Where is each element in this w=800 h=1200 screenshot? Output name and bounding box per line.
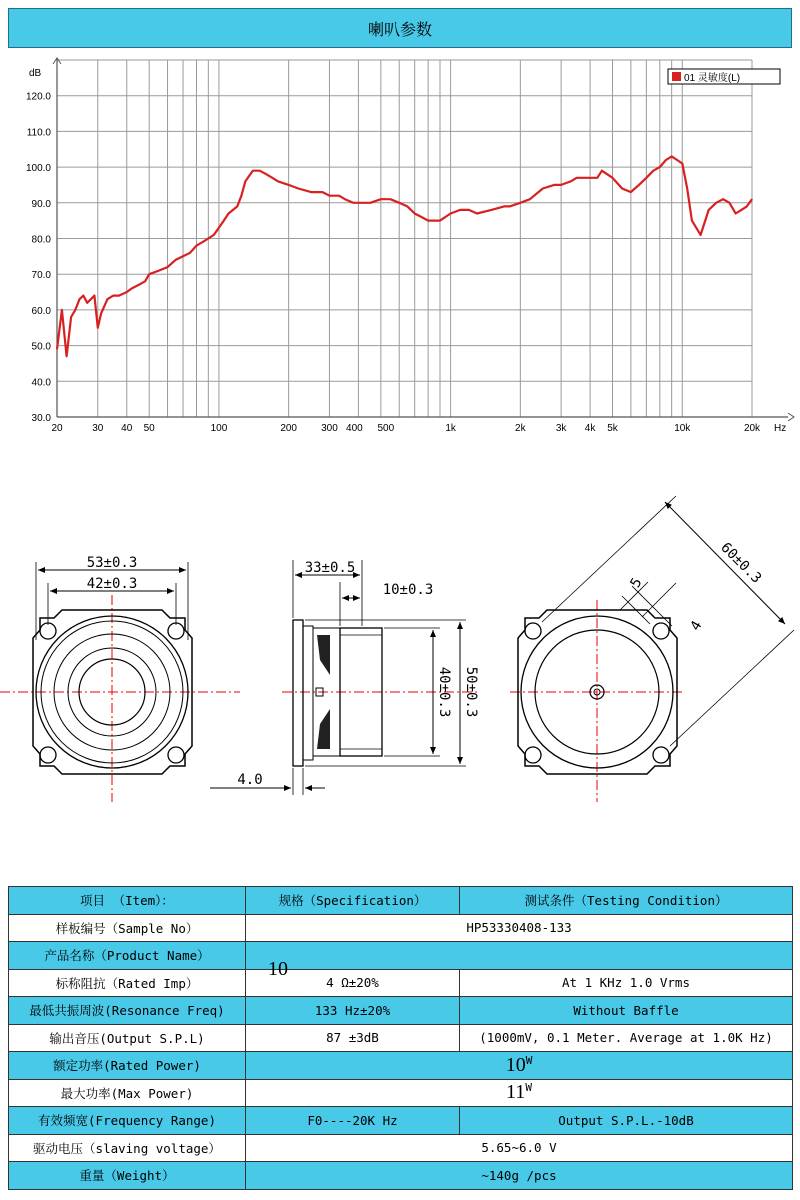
data-point [218,227,219,228]
data-point [691,220,692,221]
data-point [75,309,76,310]
table-header [9,887,793,915]
header-condition: 测试条件（Testing Condition） [460,887,793,915]
data-point [589,177,590,178]
data-point [277,181,278,182]
data-point [223,220,224,221]
front-view [0,555,240,802]
data-point [241,195,242,196]
data-point [646,177,647,178]
data-point [601,170,602,171]
data-point [708,209,709,210]
data-point [87,302,88,303]
data-point [390,199,391,200]
data-point [288,184,289,185]
y-tick-label: 40.0 [31,377,51,389]
row-label: 有效频宽(Frequency Range) [9,1107,246,1135]
dim-flange: 4.0 [237,772,263,788]
data-point [189,252,190,253]
data-point [735,213,736,214]
data-point [476,213,477,214]
x-tick-label: 10k [674,423,691,434]
data-point [70,316,71,317]
x-tick-label: 300 [321,423,338,434]
data-point [520,202,521,203]
x-tick-label: 1k [445,423,456,434]
data-point [542,188,543,189]
row-label: 最大功率(Max Power) [9,1079,246,1107]
data-point [167,266,168,267]
rear-view [510,496,794,802]
data-point [252,170,253,171]
x-tick-label: 20k [743,423,761,434]
row-condition: (1000mV, 0.1 Meter. Average at 1.0K Hz) [460,1024,793,1052]
x-tick-label: 500 [377,423,395,434]
data-point [329,195,330,196]
y-axis-label: dB [29,68,42,79]
data-point [79,299,80,300]
data-point [208,238,209,239]
data-point [107,299,108,300]
data-point [175,259,176,260]
data-point [322,191,323,192]
data-point [576,177,577,178]
data-point [66,356,67,357]
data-point [237,206,238,207]
row-spec: 5.65~6.0 V [246,1134,793,1162]
data-point [468,209,469,210]
data-point [311,191,312,192]
table-row [9,914,793,942]
x-tick-label: 4k [584,423,596,434]
data-point [638,184,639,185]
data-point [131,288,132,289]
table-row [9,1079,793,1107]
x-tick-label: 200 [280,423,298,434]
x-tick-label: 3k [555,423,567,434]
data-point [570,181,571,182]
data-point [682,163,683,164]
data-point [746,206,747,207]
data-point [338,195,339,196]
y-tick-label: 50.0 [31,341,51,353]
legend-label: 01 灵敏度(L) [684,73,741,84]
row-spec: 10W [246,1052,793,1080]
x-tick-label: 2k [515,423,526,434]
data-point [529,199,530,200]
data-point [97,327,98,328]
x-tick-label: 30 [92,423,104,434]
data-point [126,291,127,292]
row-label: 重量（Weight） [9,1162,246,1190]
data-point [353,202,354,203]
row-spec [246,942,793,970]
row-label: 驱动电压（slaving voltage） [9,1134,246,1162]
x-axis-label: Hz [774,423,787,434]
side-view [210,560,480,795]
dim-magnet: 10±0.3 [382,582,434,598]
data-point [158,270,159,271]
y-tick-label: 110.0 [26,127,51,139]
data-point [677,159,678,160]
row-label: 额定功率(Rated Power) [9,1052,246,1080]
x-tick-label: 5k [607,423,618,434]
data-point [491,209,492,210]
row-spec: ~140g /pcs [246,1162,793,1190]
row-condition: Without Baffle [460,997,793,1025]
dim-magnet-diameter: 40±0.3 [436,666,452,718]
data-point [399,202,400,203]
data-point [503,206,504,207]
dim-depth: 33±0.5 [304,560,356,576]
stray-text: 10 [268,957,288,980]
data-point [597,177,598,178]
data-point [700,234,701,235]
data-point [434,220,435,221]
data-point [741,209,742,210]
table-row [9,942,793,970]
data-point [182,256,183,257]
data-point [113,295,114,296]
header-spec: 规格（Specification） [246,887,460,915]
y-tick-label: 60.0 [31,305,51,317]
y-tick-label: 80.0 [31,234,51,246]
dimension-drawing [0,490,800,820]
dim-diagonal: 60±0.3 [717,539,765,587]
data-point [729,202,730,203]
dim-hole-a: 5 [627,575,646,591]
data-point [232,209,233,210]
data-point [213,234,214,235]
y-tick-label: 120.0 [25,91,51,103]
row-label: 产品名称（Product Name） [9,942,246,970]
data-point [370,202,371,203]
data-point [344,199,345,200]
row-label: 最低共振周波(Resonance Freq) [9,997,246,1025]
page-title: 喇叭参数 [8,8,792,48]
row-spec: HP53330408-133 [246,914,793,942]
data-point [272,177,273,178]
data-point [622,188,623,189]
table-row [9,1134,793,1162]
y-tick-label: 100.0 [25,163,51,175]
row-spec: 87 ±3dB [246,1024,460,1052]
data-point [612,177,613,178]
table-row [9,1052,793,1080]
data-point [687,188,688,189]
data-point [118,295,119,296]
y-tick-label: 90.0 [31,198,51,210]
x-tick-label: 50 [143,423,155,434]
dim-frame-diameter: 50±0.3 [463,666,479,718]
dim-hole-pitch: 42±0.3 [86,576,138,592]
row-label: 样板编号（Sample No） [9,914,246,942]
data-point [630,191,631,192]
data-point [414,213,415,214]
row-label: 标称阻抗（Rated Imp） [9,969,246,997]
data-point [100,313,101,314]
x-axis-arrow [788,413,794,421]
spec-table [8,886,793,1190]
data-point [561,184,562,185]
data-point [56,349,57,350]
data-point [298,188,299,189]
data-point [407,206,408,207]
x-tick-label: 20 [51,423,63,434]
data-point [722,199,723,200]
data-point [428,220,429,221]
series-line [57,156,752,356]
table-row [9,1107,793,1135]
data-point [653,170,654,171]
data-point [358,202,359,203]
row-label: 输出音压(Output S.P.L) [9,1024,246,1052]
data-point [380,199,381,200]
header-item: 项目 （Item）： [9,887,246,915]
table-row [9,1024,793,1052]
dim-hole-b: 4 [687,618,706,634]
row-spec: 11W [246,1079,793,1107]
x-tick-label: 100 [210,423,228,434]
data-point [149,274,150,275]
data-point [554,184,555,185]
data-point [751,199,752,200]
row-spec: 133 Hz±20% [246,997,460,1025]
data-point [144,281,145,282]
data-point [202,241,203,242]
data-point [584,177,585,178]
x-tick-label: 400 [346,423,363,434]
table-row [9,1162,793,1190]
y-tick-label: 70.0 [31,270,51,282]
data-point [659,167,660,168]
data-point [196,245,197,246]
data-point [439,220,440,221]
data-point [90,299,91,300]
data-point [365,202,366,203]
data-point [245,181,246,182]
dim-outer-width: 53±0.3 [86,555,138,571]
table-row [9,969,793,997]
data-point [509,206,510,207]
y-tick-label: 30.0 [31,413,51,424]
data-point [83,295,84,296]
data-point [138,284,139,285]
table-row [9,997,793,1025]
x-tick-label: 40 [121,423,133,434]
data-point [94,295,95,296]
data-point [421,216,422,217]
frequency-response-chart [0,55,800,440]
row-condition: Output S.P.L.-10dB [460,1107,793,1135]
data-point [450,213,451,214]
row-condition: At 1 KHz 1.0 Vrms [460,969,793,997]
legend-swatch [672,72,681,81]
data-point [460,209,461,210]
data-point [716,202,717,203]
row-spec: F0----20K Hz [246,1107,460,1135]
data-point [61,309,62,310]
row-spec: 10 4 Ω±20% [246,969,460,997]
data-point [665,159,666,160]
data-point [671,156,672,157]
data-point [266,174,267,175]
data-point [228,213,229,214]
data-point [259,170,260,171]
